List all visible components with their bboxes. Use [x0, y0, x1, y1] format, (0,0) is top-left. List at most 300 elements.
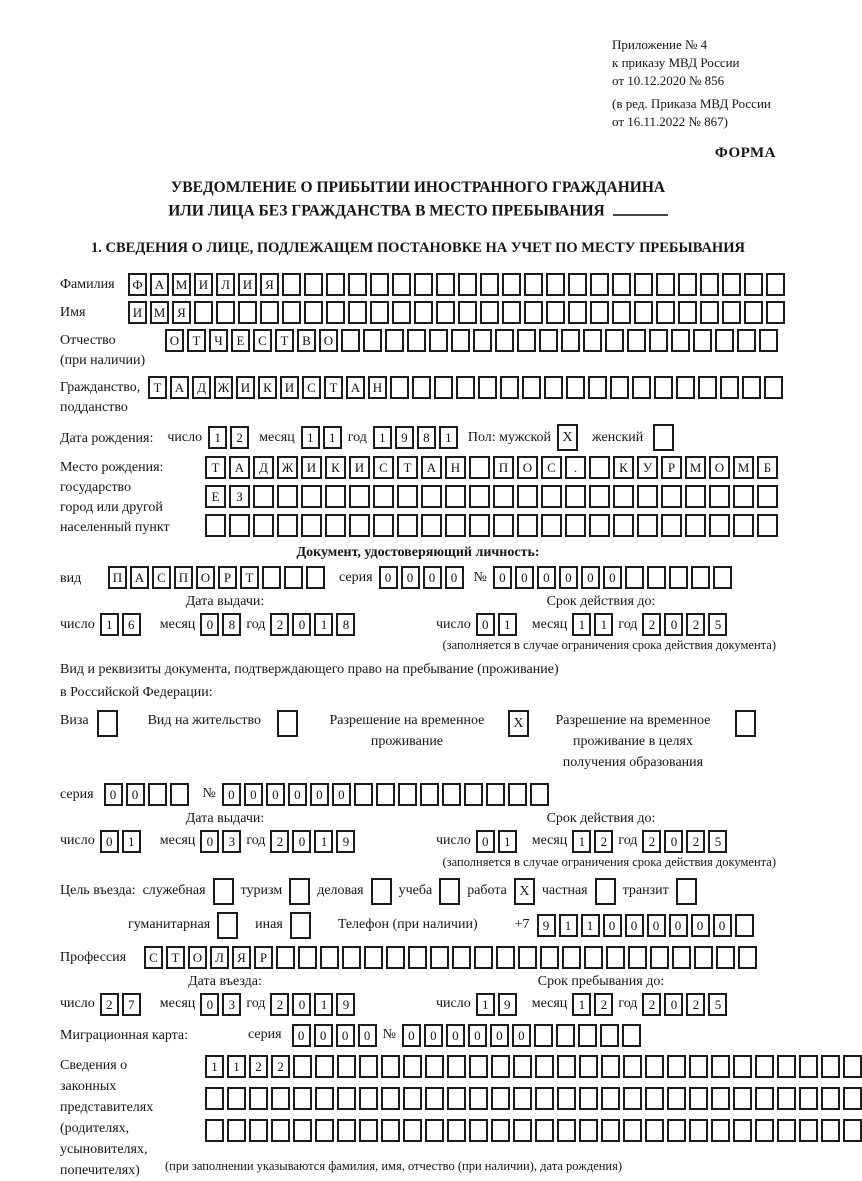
form-cell[interactable]: 0: [468, 1024, 487, 1047]
form-cell[interactable]: [755, 1119, 774, 1142]
form-cell[interactable]: [544, 376, 563, 399]
form-cell[interactable]: [298, 946, 317, 969]
form-cell[interactable]: [325, 485, 346, 508]
form-cell[interactable]: [407, 329, 426, 352]
form-cell[interactable]: Ф: [128, 273, 147, 296]
form-cell[interactable]: 5: [708, 830, 727, 853]
form-cell[interactable]: [253, 485, 274, 508]
form-cell[interactable]: 1: [301, 426, 320, 449]
form-cell[interactable]: Я: [232, 946, 251, 969]
form-cell[interactable]: 0: [292, 1024, 311, 1047]
form-cell[interactable]: [425, 1119, 444, 1142]
form-cell[interactable]: 2: [686, 830, 705, 853]
form-cell[interactable]: 1: [572, 993, 591, 1016]
form-cell[interactable]: [447, 1119, 466, 1142]
form-cell[interactable]: [359, 1119, 378, 1142]
form-cell[interactable]: 0: [581, 566, 600, 589]
form-cell[interactable]: [589, 456, 610, 479]
form-cell[interactable]: С: [373, 456, 394, 479]
form-cell[interactable]: 0: [537, 566, 556, 589]
form-cell[interactable]: [733, 514, 754, 537]
form-cell[interactable]: [601, 1119, 620, 1142]
form-cell[interactable]: [628, 946, 647, 969]
form-cell[interactable]: [403, 1087, 422, 1110]
form-cell[interactable]: [277, 485, 298, 508]
form-cell[interactable]: 0: [358, 1024, 377, 1047]
form-cell[interactable]: [589, 485, 610, 508]
form-cell[interactable]: 9: [498, 993, 517, 1016]
form-cell[interactable]: [700, 301, 719, 324]
form-cell[interactable]: [398, 783, 417, 806]
form-cell[interactable]: 0: [445, 566, 464, 589]
form-cell[interactable]: 2: [270, 613, 289, 636]
form-cell[interactable]: [589, 514, 610, 537]
form-cell[interactable]: Т: [324, 376, 343, 399]
form-cell[interactable]: О: [709, 456, 730, 479]
form-cell[interactable]: [716, 946, 735, 969]
form-cell[interactable]: С: [144, 946, 163, 969]
form-cell[interactable]: [469, 456, 490, 479]
form-cell[interactable]: [392, 301, 411, 324]
form-cell[interactable]: 1: [581, 914, 600, 937]
form-cell[interactable]: [799, 1119, 818, 1142]
temp-residence-checkbox[interactable]: X: [508, 710, 529, 737]
form-cell[interactable]: И: [128, 301, 147, 324]
form-cell[interactable]: [474, 946, 493, 969]
form-cell[interactable]: [711, 1055, 730, 1078]
form-cell[interactable]: [691, 566, 710, 589]
form-cell[interactable]: М: [150, 301, 169, 324]
form-cell[interactable]: [766, 273, 785, 296]
form-cell[interactable]: [557, 1087, 576, 1110]
form-cell[interactable]: [539, 329, 558, 352]
form-cell[interactable]: [546, 301, 565, 324]
form-cell[interactable]: 9: [336, 993, 355, 1016]
form-cell[interactable]: [495, 329, 514, 352]
form-cell[interactable]: [755, 1055, 774, 1078]
form-cell[interactable]: [386, 946, 405, 969]
form-cell[interactable]: С: [541, 456, 562, 479]
form-cell[interactable]: [709, 485, 730, 508]
form-cell[interactable]: [777, 1055, 796, 1078]
form-cell[interactable]: [227, 1087, 246, 1110]
form-cell[interactable]: [689, 1055, 708, 1078]
form-cell[interactable]: [293, 1119, 312, 1142]
form-cell[interactable]: 0: [476, 613, 495, 636]
form-cell[interactable]: [502, 273, 521, 296]
form-cell[interactable]: [685, 514, 706, 537]
form-cell[interactable]: [535, 1119, 554, 1142]
form-cell[interactable]: [565, 514, 586, 537]
form-cell[interactable]: [451, 329, 470, 352]
form-cell[interactable]: [276, 946, 295, 969]
form-cell[interactable]: [568, 301, 587, 324]
form-cell[interactable]: [647, 566, 666, 589]
form-cell[interactable]: [293, 1087, 312, 1110]
form-cell[interactable]: [590, 301, 609, 324]
form-cell[interactable]: [612, 301, 631, 324]
form-cell[interactable]: [337, 1055, 356, 1078]
form-cell[interactable]: 0: [476, 830, 495, 853]
form-cell[interactable]: [469, 1119, 488, 1142]
form-cell[interactable]: [348, 273, 367, 296]
form-cell[interactable]: 1: [314, 613, 333, 636]
form-cell[interactable]: [447, 1087, 466, 1110]
form-cell[interactable]: [685, 485, 706, 508]
form-cell[interactable]: [632, 376, 651, 399]
form-cell[interactable]: [148, 783, 167, 806]
form-cell[interactable]: М: [172, 273, 191, 296]
form-cell[interactable]: [325, 514, 346, 537]
form-cell[interactable]: Д: [192, 376, 211, 399]
form-cell[interactable]: 0: [222, 783, 241, 806]
form-cell[interactable]: Р: [661, 456, 682, 479]
form-cell[interactable]: [735, 914, 754, 937]
form-cell[interactable]: [249, 1087, 268, 1110]
form-cell[interactable]: Ч: [209, 329, 228, 352]
form-cell[interactable]: [337, 1087, 356, 1110]
form-cell[interactable]: [821, 1087, 840, 1110]
form-cell[interactable]: 0: [292, 613, 311, 636]
form-cell[interactable]: С: [152, 566, 171, 589]
form-cell[interactable]: О: [188, 946, 207, 969]
form-cell[interactable]: [649, 329, 668, 352]
form-cell[interactable]: 5: [708, 613, 727, 636]
form-cell[interactable]: [709, 514, 730, 537]
form-cell[interactable]: О: [319, 329, 338, 352]
form-cell[interactable]: [601, 1055, 620, 1078]
purpose-humanitarian-checkbox[interactable]: [217, 912, 238, 939]
form-cell[interactable]: 0: [100, 830, 119, 853]
form-cell[interactable]: [442, 783, 461, 806]
form-cell[interactable]: [733, 1055, 752, 1078]
form-cell[interactable]: 0: [200, 993, 219, 1016]
form-cell[interactable]: 1: [122, 830, 141, 853]
form-cell[interactable]: [364, 946, 383, 969]
form-cell[interactable]: [502, 301, 521, 324]
form-cell[interactable]: [315, 1119, 334, 1142]
form-cell[interactable]: [759, 329, 778, 352]
form-cell[interactable]: Т: [148, 376, 167, 399]
form-cell[interactable]: 6: [122, 613, 141, 636]
form-cell[interactable]: [260, 301, 279, 324]
form-cell[interactable]: [715, 329, 734, 352]
form-cell[interactable]: У: [637, 456, 658, 479]
form-cell[interactable]: [445, 485, 466, 508]
form-cell[interactable]: [445, 514, 466, 537]
form-cell[interactable]: [755, 1087, 774, 1110]
form-cell[interactable]: [293, 1055, 312, 1078]
form-cell[interactable]: 0: [288, 783, 307, 806]
form-cell[interactable]: И: [349, 456, 370, 479]
form-cell[interactable]: [669, 566, 688, 589]
form-cell[interactable]: [766, 301, 785, 324]
form-cell[interactable]: Е: [205, 485, 226, 508]
form-cell[interactable]: [452, 946, 471, 969]
form-cell[interactable]: Т: [397, 456, 418, 479]
form-cell[interactable]: [821, 1055, 840, 1078]
form-cell[interactable]: [469, 1055, 488, 1078]
form-cell[interactable]: [562, 946, 581, 969]
form-cell[interactable]: [480, 301, 499, 324]
form-cell[interactable]: Я: [172, 301, 191, 324]
form-cell[interactable]: [464, 783, 483, 806]
form-cell[interactable]: [238, 301, 257, 324]
form-cell[interactable]: В: [297, 329, 316, 352]
form-cell[interactable]: Ж: [277, 456, 298, 479]
form-cell[interactable]: Н: [445, 456, 466, 479]
purpose-study-checkbox[interactable]: [439, 878, 460, 905]
form-cell[interactable]: П: [493, 456, 514, 479]
form-cell[interactable]: Т: [187, 329, 206, 352]
form-cell[interactable]: Т: [166, 946, 185, 969]
form-cell[interactable]: 0: [603, 566, 622, 589]
form-cell[interactable]: [713, 566, 732, 589]
form-cell[interactable]: [720, 376, 739, 399]
form-cell[interactable]: Б: [757, 456, 778, 479]
form-cell[interactable]: 0: [292, 993, 311, 1016]
form-cell[interactable]: [508, 783, 527, 806]
form-cell[interactable]: 5: [708, 993, 727, 1016]
form-cell[interactable]: 0: [423, 566, 442, 589]
form-cell[interactable]: Т: [205, 456, 226, 479]
form-cell[interactable]: [733, 1119, 752, 1142]
form-cell[interactable]: [799, 1087, 818, 1110]
form-cell[interactable]: 0: [292, 830, 311, 853]
form-cell[interactable]: [436, 301, 455, 324]
form-cell[interactable]: О: [196, 566, 215, 589]
form-cell[interactable]: [381, 1087, 400, 1110]
form-cell[interactable]: [469, 485, 490, 508]
form-cell[interactable]: [301, 514, 322, 537]
form-cell[interactable]: И: [280, 376, 299, 399]
form-cell[interactable]: 9: [336, 830, 355, 853]
form-cell[interactable]: [397, 514, 418, 537]
form-cell[interactable]: [565, 485, 586, 508]
form-cell[interactable]: [843, 1055, 862, 1078]
form-cell[interactable]: [645, 1087, 664, 1110]
form-cell[interactable]: [284, 566, 303, 589]
form-cell[interactable]: [385, 329, 404, 352]
form-cell[interactable]: [678, 301, 697, 324]
form-cell[interactable]: 0: [310, 783, 329, 806]
form-cell[interactable]: 0: [126, 783, 145, 806]
form-cell[interactable]: [627, 329, 646, 352]
form-cell[interactable]: [271, 1119, 290, 1142]
form-cell[interactable]: И: [194, 273, 213, 296]
form-cell[interactable]: [578, 1024, 597, 1047]
form-cell[interactable]: [799, 1055, 818, 1078]
form-cell[interactable]: [478, 376, 497, 399]
form-cell[interactable]: [744, 301, 763, 324]
form-cell[interactable]: П: [108, 566, 127, 589]
form-cell[interactable]: 0: [647, 914, 666, 937]
form-cell[interactable]: [689, 1119, 708, 1142]
form-cell[interactable]: 1: [439, 426, 458, 449]
form-cell[interactable]: [524, 273, 543, 296]
form-cell[interactable]: 0: [446, 1024, 465, 1047]
form-cell[interactable]: [370, 273, 389, 296]
form-cell[interactable]: [661, 514, 682, 537]
form-cell[interactable]: 0: [200, 830, 219, 853]
residence-permit-checkbox[interactable]: [277, 710, 298, 737]
form-cell[interactable]: [373, 514, 394, 537]
form-cell[interactable]: 8: [222, 613, 241, 636]
form-cell[interactable]: [722, 301, 741, 324]
form-cell[interactable]: [654, 376, 673, 399]
form-cell[interactable]: [205, 1087, 224, 1110]
form-cell[interactable]: 1: [227, 1055, 246, 1078]
form-cell[interactable]: 1: [373, 426, 392, 449]
purpose-official-checkbox[interactable]: [213, 878, 234, 905]
form-cell[interactable]: [556, 1024, 575, 1047]
form-cell[interactable]: [480, 273, 499, 296]
form-cell[interactable]: [458, 273, 477, 296]
form-cell[interactable]: [458, 301, 477, 324]
form-cell[interactable]: [637, 514, 658, 537]
form-cell[interactable]: [486, 783, 505, 806]
form-cell[interactable]: [518, 946, 537, 969]
form-cell[interactable]: Д: [253, 456, 274, 479]
form-cell[interactable]: 2: [270, 830, 289, 853]
form-cell[interactable]: [304, 301, 323, 324]
form-cell[interactable]: [397, 485, 418, 508]
form-cell[interactable]: [711, 1087, 730, 1110]
form-cell[interactable]: [513, 1055, 532, 1078]
form-cell[interactable]: [678, 273, 697, 296]
form-cell[interactable]: 2: [642, 993, 661, 1016]
form-cell[interactable]: [277, 514, 298, 537]
form-cell[interactable]: 1: [314, 830, 333, 853]
form-cell[interactable]: [661, 485, 682, 508]
form-cell[interactable]: Т: [275, 329, 294, 352]
form-cell[interactable]: [622, 1024, 641, 1047]
form-cell[interactable]: А: [421, 456, 442, 479]
form-cell[interactable]: [650, 946, 669, 969]
form-cell[interactable]: Ж: [214, 376, 233, 399]
form-cell[interactable]: [262, 566, 281, 589]
form-cell[interactable]: [434, 376, 453, 399]
form-cell[interactable]: 1: [498, 830, 517, 853]
form-cell[interactable]: 3: [222, 830, 241, 853]
form-cell[interactable]: 9: [395, 426, 414, 449]
form-cell[interactable]: [500, 376, 519, 399]
form-cell[interactable]: 2: [686, 613, 705, 636]
form-cell[interactable]: [667, 1055, 686, 1078]
form-cell[interactable]: А: [170, 376, 189, 399]
form-cell[interactable]: 1: [572, 830, 591, 853]
form-cell[interactable]: [408, 946, 427, 969]
form-cell[interactable]: [170, 783, 189, 806]
form-cell[interactable]: [425, 1055, 444, 1078]
form-cell[interactable]: [606, 946, 625, 969]
form-cell[interactable]: [496, 946, 515, 969]
form-cell[interactable]: [370, 301, 389, 324]
form-cell[interactable]: [363, 329, 382, 352]
form-cell[interactable]: [583, 329, 602, 352]
form-cell[interactable]: [359, 1055, 378, 1078]
form-cell[interactable]: [524, 301, 543, 324]
form-cell[interactable]: [843, 1119, 862, 1142]
form-cell[interactable]: [557, 1119, 576, 1142]
form-cell[interactable]: 0: [401, 566, 420, 589]
form-cell[interactable]: [425, 1087, 444, 1110]
form-cell[interactable]: Р: [218, 566, 237, 589]
form-cell[interactable]: [588, 376, 607, 399]
form-cell[interactable]: [326, 273, 345, 296]
form-cell[interactable]: С: [253, 329, 272, 352]
form-cell[interactable]: Н: [368, 376, 387, 399]
form-cell[interactable]: 2: [594, 830, 613, 853]
form-cell[interactable]: [530, 783, 549, 806]
form-cell[interactable]: [711, 1119, 730, 1142]
form-cell[interactable]: [535, 1055, 554, 1078]
form-cell[interactable]: [282, 273, 301, 296]
form-cell[interactable]: [667, 1119, 686, 1142]
temp-residence-education-checkbox[interactable]: [735, 710, 756, 737]
form-cell[interactable]: [623, 1055, 642, 1078]
form-cell[interactable]: [354, 783, 373, 806]
form-cell[interactable]: [600, 1024, 619, 1047]
form-cell[interactable]: Л: [210, 946, 229, 969]
form-cell[interactable]: [491, 1087, 510, 1110]
form-cell[interactable]: [566, 376, 585, 399]
form-cell[interactable]: 9: [537, 914, 556, 937]
form-cell[interactable]: [315, 1087, 334, 1110]
form-cell[interactable]: [623, 1119, 642, 1142]
form-cell[interactable]: [613, 485, 634, 508]
form-cell[interactable]: [672, 946, 691, 969]
form-cell[interactable]: [403, 1055, 422, 1078]
form-cell[interactable]: [337, 1119, 356, 1142]
form-cell[interactable]: 2: [249, 1055, 268, 1078]
form-cell[interactable]: [421, 514, 442, 537]
form-cell[interactable]: 0: [379, 566, 398, 589]
form-cell[interactable]: [757, 514, 778, 537]
form-cell[interactable]: 0: [402, 1024, 421, 1047]
form-cell[interactable]: [412, 376, 431, 399]
form-cell[interactable]: [342, 946, 361, 969]
form-cell[interactable]: [584, 946, 603, 969]
female-checkbox[interactable]: [653, 424, 674, 451]
form-cell[interactable]: [491, 1119, 510, 1142]
purpose-work-checkbox[interactable]: X: [514, 878, 535, 905]
form-cell[interactable]: И: [236, 376, 255, 399]
form-cell[interactable]: 2: [686, 993, 705, 1016]
form-cell[interactable]: 1: [498, 613, 517, 636]
form-cell[interactable]: [541, 514, 562, 537]
form-cell[interactable]: [229, 514, 250, 537]
form-cell[interactable]: 2: [642, 613, 661, 636]
form-cell[interactable]: [764, 376, 783, 399]
form-cell[interactable]: [517, 514, 538, 537]
form-cell[interactable]: [625, 566, 644, 589]
form-cell[interactable]: [667, 1087, 686, 1110]
form-cell[interactable]: [403, 1119, 422, 1142]
form-cell[interactable]: [349, 514, 370, 537]
form-cell[interactable]: [447, 1055, 466, 1078]
form-cell[interactable]: [634, 273, 653, 296]
form-cell[interactable]: [517, 329, 536, 352]
form-cell[interactable]: 1: [559, 914, 578, 937]
form-cell[interactable]: [349, 485, 370, 508]
form-cell[interactable]: [634, 301, 653, 324]
form-cell[interactable]: 0: [266, 783, 285, 806]
form-cell[interactable]: 1: [314, 993, 333, 1016]
form-cell[interactable]: 8: [417, 426, 436, 449]
purpose-business-checkbox[interactable]: [371, 878, 392, 905]
form-cell[interactable]: [430, 946, 449, 969]
